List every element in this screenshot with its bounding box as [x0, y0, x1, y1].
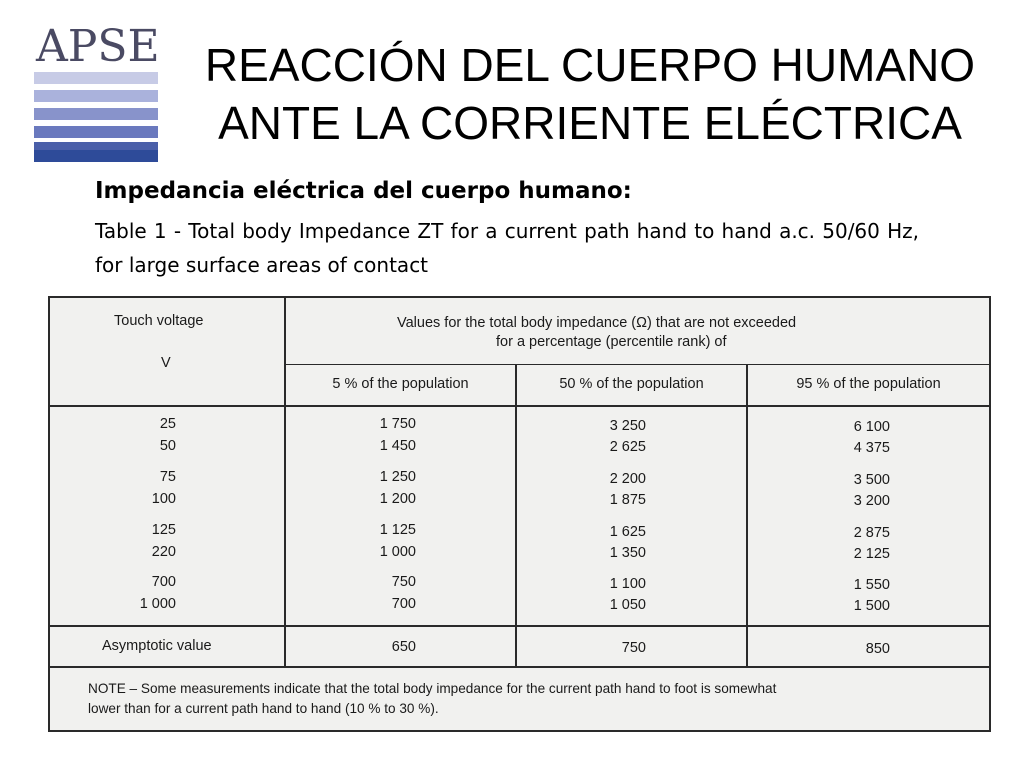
row-value-50: 2 200 [609, 471, 646, 487]
row-voltage: 100 [151, 491, 176, 507]
logo-bar [34, 108, 158, 120]
column-header-95: 95 % of the population [796, 376, 941, 392]
logo-bar [34, 90, 158, 102]
apse-logo [34, 21, 160, 162]
row-value-50: 1 875 [609, 492, 646, 508]
header-touch-voltage: Touch voltage [114, 313, 204, 329]
row-value-95: 1 500 [853, 598, 890, 614]
row-value-5: 1 125 [379, 522, 416, 538]
row-value-5: 1 250 [379, 469, 416, 485]
row-value-50: 2 625 [609, 439, 646, 455]
table-divider [746, 364, 748, 668]
row-value-95: 3 500 [853, 472, 890, 488]
row-value-95: 1 550 [853, 577, 890, 593]
row-value-5: 1 000 [379, 544, 416, 560]
logo-bar [34, 150, 158, 162]
slide-title-line-1: REACCIÓN DEL CUERPO HUMANO [204, 39, 976, 91]
table-divider [50, 666, 989, 668]
row-voltage: 75 [159, 469, 176, 485]
column-header-5: 5 % of the population [332, 376, 469, 392]
slide-title [190, 36, 990, 152]
table-divider [50, 625, 989, 627]
table-divider [284, 298, 286, 668]
table-note-line-1: NOTE – Some measurements indicate that the total body impedance for the current path hand to foot is somewhat [88, 681, 777, 696]
table-caption: Table 1 - Total body Impedance ZT for a current path hand to hand a.c. 50/60 Hz, for large surface areas of contact [95, 219, 919, 277]
row-value-95: 4 375 [853, 440, 890, 456]
row-value-95: 2 125 [853, 546, 890, 562]
row-value-5: 1 450 [379, 438, 416, 454]
asymptotic-value-50: 750 [621, 640, 646, 656]
row-voltage: 700 [151, 574, 176, 590]
row-value-5: 700 [391, 596, 416, 612]
table-divider [50, 405, 989, 407]
row-value-50: 1 350 [609, 545, 646, 561]
slide-title-line-2: ANTE LA CORRIENTE ELÉCTRICA [218, 97, 962, 149]
row-voltage: 125 [151, 522, 176, 538]
row-value-95: 6 100 [853, 419, 890, 435]
header-touch-voltage-unit: V [161, 355, 171, 371]
logo-text: APSE [36, 21, 160, 72]
table-note-line-2: lower than for a current path hand to hand (10 % to 30 %). [88, 701, 439, 716]
row-value-5: 1 750 [379, 416, 416, 432]
row-value-95: 3 200 [853, 493, 890, 509]
asymptotic-value-5: 650 [391, 639, 416, 655]
row-voltage: 220 [151, 544, 176, 560]
logo-bar [34, 126, 158, 138]
row-value-50: 3 250 [609, 418, 646, 434]
row-value-95: 2 875 [853, 525, 890, 541]
row-value-50: 1 050 [609, 597, 646, 613]
impedance-table [48, 296, 991, 732]
table-divider [284, 364, 989, 365]
row-value-50: 1 100 [609, 576, 646, 592]
table-divider [515, 364, 517, 668]
row-value-5: 750 [391, 574, 416, 590]
header-percentile: for a percentage (percentile rank) of [496, 334, 727, 350]
row-voltage: 50 [159, 438, 176, 454]
row-voltage: 1 000 [139, 596, 176, 612]
row-value-5: 1 200 [379, 491, 416, 507]
header-impedance: Values for the total body impedance (Ω) that are not exceeded [397, 315, 797, 331]
asymptotic-label: Asymptotic value [102, 638, 212, 654]
column-header-50: 50 % of the population [559, 376, 704, 392]
asymptotic-value-95: 850 [865, 641, 890, 657]
section-heading: Impedancia eléctrica del cuerpo humano: [95, 178, 632, 204]
row-value-50: 1 625 [609, 524, 646, 540]
logo-bar [34, 72, 158, 84]
row-voltage: 25 [159, 416, 176, 432]
